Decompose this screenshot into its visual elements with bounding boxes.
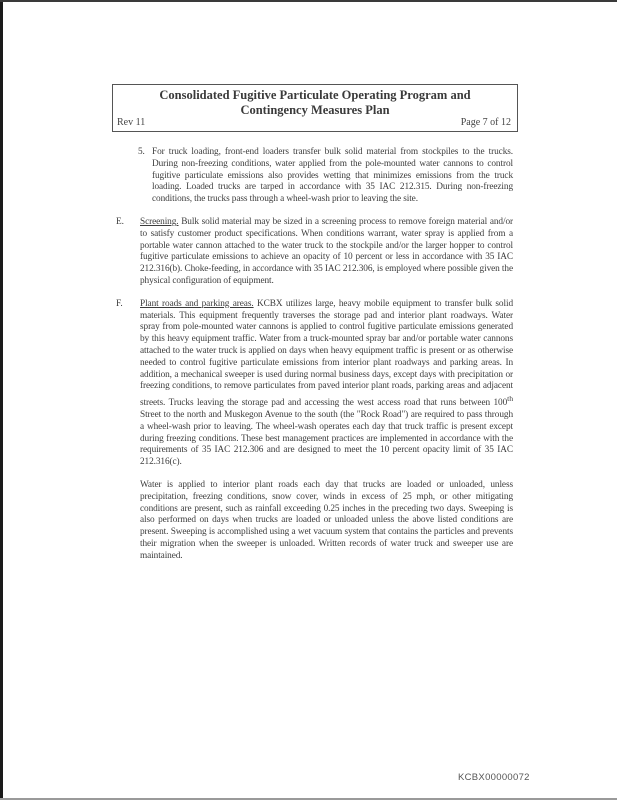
title-line-1: Consolidated Fugitive Particulate Operating Program and [159, 88, 471, 102]
ordinal-suffix: th [507, 394, 513, 404]
section-letter: E. [116, 216, 124, 227]
paragraph-text: For truck loading, front-end loaders transfer bulk solid material from stockpiles to the trucks. During non-freezing conditions, water applied from the pole-mounted water cannons to control fugitive particulate emissions also provides wetting that minimizes emissions from the truck loading. Loaded trucks are tarped in accordance with 35 IAC 212.315. During non-freezing conditions, the trucks pass through a wheel-wash prior to leaving the site. [152, 147, 513, 205]
section-plant-roads [116, 299, 513, 469]
scan-left-edge [0, 0, 3, 800]
section-heading: Plant roads and parking areas. [140, 298, 254, 309]
title-line-2: Contingency Measures Plan [240, 103, 390, 117]
paragraph-text-part-2: Street to the north and Muskegon Avenue to the south (the "Rock Road") are required to pass through a wheel-wash prior to leaving. The wheel-wash operates each day that truck traffic is present except during freezing conditions. These best management practices are implemented in accordance with the requirements of 35 IAC 212.306 and are designed to meet the 10 percent opacity limit of 35 IAC 212.316(c). [140, 410, 513, 468]
paragraph-water-application [116, 480, 513, 563]
item-number: 5. [138, 147, 145, 157]
scan-top-edge [0, 0, 617, 2]
paragraph-truck-loading [116, 147, 513, 206]
section-letter: F. [116, 298, 123, 309]
revision-label: Rev 11 [117, 117, 146, 128]
page-number: Page 7 of 12 [460, 117, 511, 128]
section-screening [116, 217, 513, 288]
paragraph-text: Water is applied to interior plant roads each day that trucks are loaded or unloaded, unless precipitation, freezing conditions, snow cover, winds in excess of 25 mph, or other mitigating conditions are present, such as rainfall exceeding 0.25 inches in the preceding two days. Sweeping is also performed on days when trucks are loaded or unloaded unless the above listed conditions are present. Sweeping is accomplished using a wet vacuum system that contains the particles and prevents their migration when the sweeper is unloaded. Written records of water truck and sweeper use are maintained. [140, 480, 513, 561]
document-body [116, 147, 513, 574]
document-title [113, 88, 517, 118]
page-header [112, 84, 518, 132]
paragraph-text-part-1: KCBX utilizes large, heavy mobile equipment to transfer bulk solid materials. This equipment frequently traverses the storage pad and interior plant roadways. Water spray from pole-mounted water cannons is applied to control fugitive particulate emissions generated by this heavy equipment traffic. Water from a truck-mounted spray bar and/or portable water cannons attached to the water truck is applied on days when heavy equipment traffic is present or as otherwise needed to control fugitive particulate emissions from interior plant roadways and parking areas. In addition, a mechanical sweeper is used during normal business days, except days with precipitation or freezing conditions, to remove particulates from paved interior plant roads, parking areas and adjacent streets. Trucks leaving the storage pad and accessing the west access road that runs between 100 [140, 298, 513, 409]
section-heading: Screening. [140, 216, 179, 227]
paragraph-text: Bulk solid material may be sized in a screening process to remove foreign material and/or to satisfy customer product specifications. When conditions warrant, water spray is applied from a portable water cannon attached to the water truck to the stockpile and/or the larger hopper to control fugitive particulate emissions to achieve an opacity of 10 percent or less in accordance with 35 IAC 212.316(b). Choke-feeding, in accordance with 35 IAC 212.306, is employed where possible given the physical configuration of equipment. [140, 216, 513, 286]
bates-number: KCBX00000072 [458, 772, 530, 783]
